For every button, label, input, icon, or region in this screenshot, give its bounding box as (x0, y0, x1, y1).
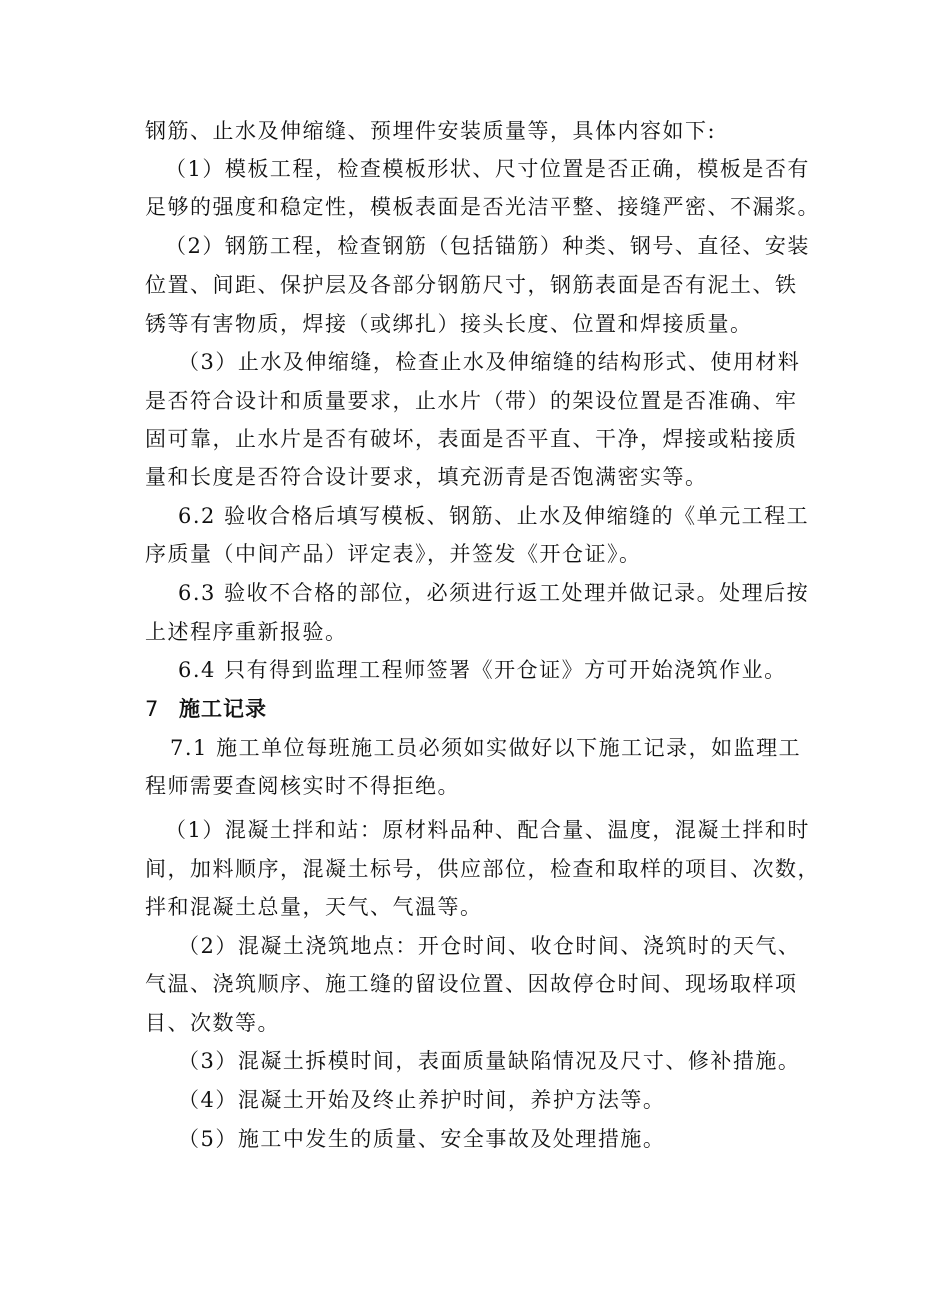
section-heading (145, 694, 267, 724)
text-line: （3）混凝土拆模时间，表面质量缺陷情况及尺寸、修补措施。 (178, 1049, 801, 1073)
text-line: 6.2 验收合格后填写模板、钢筋、止水及伸缩缝的《单元工程工 (178, 504, 810, 528)
text-line: 锈等有害物质，焊接（或绑扎）接头长度、位置和焊接质量。 (145, 312, 753, 336)
text-line: 量和长度是否符合设计要求，填充沥青是否饱满密实等。 (145, 465, 708, 489)
text-line: 位置、间距、保护层及各部分钢筋尺寸，钢筋表面是否有泥土、铁 (145, 273, 798, 297)
text-line: 目、次数等。 (145, 1011, 280, 1035)
text-line: 序质量（中间产品）评定表》，并签发《开仓证》。 (145, 542, 642, 566)
text-line: 6.4 只有得到监理工程师签署《开仓证》方可开始浇筑作业。 (178, 658, 787, 682)
text-line: 程师需要查阅核实时不得拒绝。 (145, 774, 460, 798)
text-line: （3）止水及伸缩缝，检查止水及伸缩缝的结构形式、使用材料 (178, 350, 801, 374)
text-line: 拌和混凝土总量，天气、气温等。 (145, 895, 483, 919)
text-line: 气温、浇筑顺序、施工缝的留设位置、因故停仓时间、现场取样项 (145, 972, 798, 996)
section-number: 7 (145, 697, 160, 721)
text-line: 7.1 施工单位每班施工员必须如实做好以下施工记录，如监理工 (170, 736, 802, 760)
text-line: （1）模板工程，检查模板形状、尺寸位置是否正确，模板是否有 (165, 157, 810, 181)
text-line: 6.3 验收不合格的部位，必须进行返工处理并做记录。处理后按 (178, 581, 810, 605)
text-line: 上述程序重新报验。 (145, 620, 348, 644)
text-line: （2）混凝土浇筑地点：开仓时间、收仓时间、浇筑时的天气、 (178, 934, 801, 958)
section-title: 施工记录 (179, 697, 267, 721)
text-line: （4）混凝土开始及终止养护时间，养护方法等。 (178, 1088, 666, 1112)
text-line: 钢筋、止水及伸缩缝、预埋件安装质量等，具体内容如下: (145, 119, 717, 143)
text-line: 是否符合设计和质量要求，止水片（带）的架设位置是否准确、牢 (145, 389, 798, 413)
text-line: （5）施工中发生的质量、安全事故及处理措施。 (178, 1127, 666, 1151)
text-line: 间，加料顺序，混凝土标号，供应部位，检查和取样的项目、次数， (145, 857, 820, 881)
text-line: 固可靠，止水片是否有破坏，表面是否平直、干净，焊接或粘接质 (145, 427, 798, 451)
text-line: 足够的强度和稳定性，模板表面是否光洁平整、接缝严密、不漏浆。 (145, 195, 820, 219)
text-line: （1）混凝土拌和站：原材料品种、配合量、温度，混凝土拌和时 (165, 818, 810, 842)
text-line: （2）钢筋工程，检查钢筋（包括锚筋）种类、钢号、直径、安装 (165, 234, 810, 258)
